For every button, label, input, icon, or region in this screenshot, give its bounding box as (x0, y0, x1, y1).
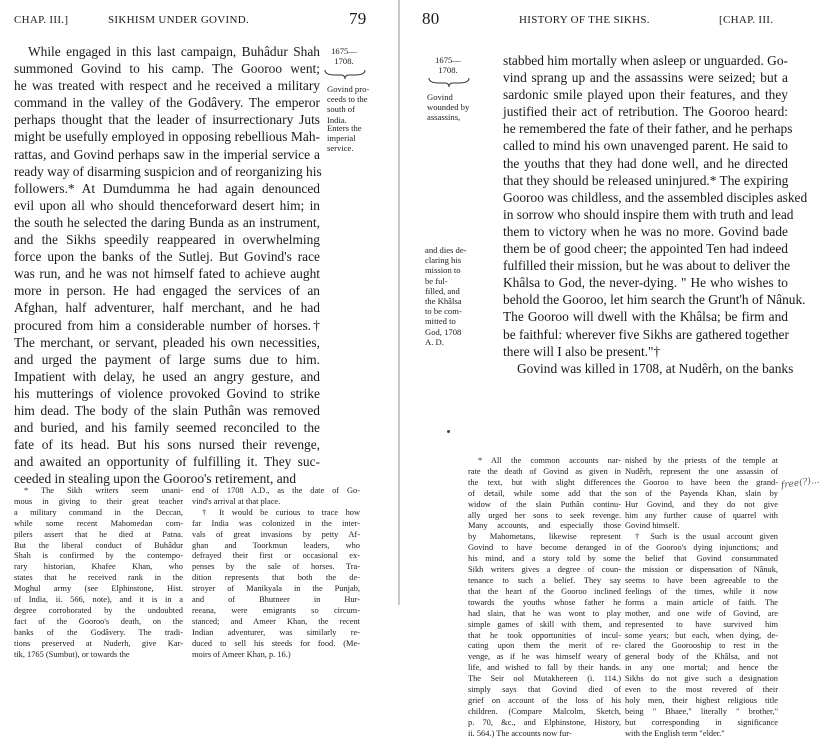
footnote-line: of detail, while some add that the (468, 488, 621, 498)
body-line: Afghan, half adventurer, half merchant, and he had (14, 300, 320, 316)
footnote-line: general body of the Khâlsa, and not (625, 652, 778, 662)
body-line: was run, and he was not himself fated to achieve aught (14, 266, 320, 282)
footnote-line: Indian adventurer, was similarly re- (192, 627, 360, 637)
body-line: in sorrow who should inspire them with truth and lead (503, 206, 794, 222)
margin-note-line: claring his (425, 255, 462, 266)
body-line: perhaps thought that the leader of insurrectionary Juts (14, 112, 320, 128)
right-chapter-header: [CHAP. III. (719, 14, 774, 26)
footnote-line: moirs of Ameer Khan, p. 16.) (192, 649, 291, 659)
footnote-line: seems to have been agreeable to the (625, 575, 778, 585)
margin-note-line: Enters the (327, 123, 362, 133)
footnote-line: Sikhs do not give such a designation (625, 674, 778, 684)
body-line: rattas, and Govind perhaps saw in the imperial service a (14, 146, 320, 162)
margin-date-line: 1675— (435, 55, 461, 65)
margin-note-line: mission to (425, 265, 461, 276)
left-footnote-col1 (14, 486, 183, 661)
margin-note-line: ceeds to the (327, 94, 368, 105)
footnote-line: that he took opportunities of incul- (468, 630, 621, 640)
footnote-line: pilers assert that he died at Patna. (14, 529, 183, 539)
left-margin-note (327, 84, 371, 125)
footnote-line: being " Bhaee," literally " brother," (625, 706, 778, 716)
footnote-line: † Such is the usual account given (635, 532, 778, 542)
footnote-line: simple games of skill with them, and (468, 619, 621, 629)
footnote-line: rate the death of Govind as given in (468, 466, 621, 476)
footnote-line: ally urged her sons to seek revenge. (468, 510, 621, 520)
footnote-line: stroyer of Manikyala in the Punjab, (192, 584, 360, 594)
body-line: Gooroo was childless, and the assembled disciples asked (503, 189, 808, 205)
footnote-line: towards the youths whose father he (468, 597, 621, 607)
footnote-line: tenance to such a belief. They say (468, 575, 621, 585)
footnote-line: Sikh writers gives a degree of coun- (468, 565, 621, 575)
margin-note-line: south of (327, 104, 355, 115)
footnote-line: fact of the Gooroo's death, on the (14, 616, 183, 626)
body-line: the youths that they had done well, and he directed (503, 155, 788, 171)
left-body-text (14, 43, 320, 487)
scribble-line: ... (810, 475, 820, 487)
footnote-line: stanced; and Ameer Khan, the recent (192, 616, 360, 626)
margin-note-line: and dies de- (425, 245, 467, 255)
right-running-title: HISTORY OF THE SIKHS. (519, 14, 650, 26)
body-line: followers.* At Dumdumma he had again denounced (14, 180, 320, 196)
footnote-line: penses by the sale of horses. Tra- (192, 562, 360, 572)
body-line: might be usefully employed in opposing rebellious Mah- (14, 129, 320, 145)
body-line: he was treated with respect and he received a military (14, 78, 320, 94)
body-line: be faithful: wherever five Sikhs are gathered together (503, 326, 789, 342)
body-line: Govind was killed in 1708, at Nudêrh, on the banks (517, 360, 794, 376)
footnote-line: had slain, that he was wont to play (468, 608, 621, 618)
body-line: him dead. The body of the slain Puthân was removed (14, 402, 320, 418)
footnote-line: and of Bhutneer in Hur- (192, 595, 360, 605)
footnote-line: But the liberal conduct of Buhâdur (14, 540, 183, 550)
margin-note-line: mitted to (425, 316, 456, 327)
body-line: ready way of disarming suspicion and of reorganizing his (14, 163, 322, 179)
body-line: stabbed him mortally when asleep or unguarded. Go- (503, 53, 788, 68)
footnote-line: by Mahometans, likewise represent (468, 532, 621, 542)
body-line: evil upon all who should thenceforward desert him; in (14, 197, 320, 213)
left-margin-brace (323, 68, 367, 80)
body-line: procured from him a considerable number of horses.† (14, 317, 320, 333)
footnote-line: children. (Compare Malcolm, Sketch, (468, 706, 621, 716)
footnote-line: cating upon them the merit of re- (468, 641, 621, 651)
footnote-line: holy men, their highest religious title (625, 695, 778, 705)
margin-note-line: imperial (327, 133, 356, 144)
left-page (0, 0, 400, 659)
footnote-line: the Gooroo to have been the grand- (625, 477, 778, 487)
footnote-line: of the Gooroo's dying injunctions; and (625, 543, 778, 553)
body-line: called to mind his own unavenged parent. He said to (503, 138, 788, 154)
body-line: his mutterings of violence provoked Govind to strike (14, 385, 320, 401)
footnote-line: widow of the slain Puthân continu- (468, 499, 621, 509)
footnote-line: mother, and one wife of Govind, are (625, 608, 778, 618)
footnote-line: but corresponding in significance (625, 717, 778, 727)
body-line: ceeded in stealing upon the Gooroo's retirement, and (14, 471, 297, 487)
footnote-line: p. 70, &c., and Elphinstone, History, (468, 717, 621, 727)
footnote-line: tions preserved at Nuderh, give Kar- (14, 638, 183, 648)
footnote-line: represented to have survived him (625, 619, 778, 629)
body-line: While engaged in this last campaign, Buhâdur Shah (28, 44, 320, 59)
footnote-line: Many accounts, and especially those (468, 521, 621, 531)
body-line: force upon the banks of the Sutlej. But Govind's race (14, 249, 320, 265)
footnote-line: ghan and Toorkmun leaders, who (192, 540, 360, 550)
footnote-line: a military command in the Deccan, (14, 507, 183, 517)
body-line: command in the valley of the Godâvery. The emperor (14, 95, 320, 111)
right-footnote-col1 (468, 456, 621, 740)
body-line: summoned Govind to his camp. The Gooroo went; (14, 61, 320, 77)
footnote-line: son of the Payenda Khan, slain by (625, 488, 778, 498)
body-line: that they should be released uninjured.* The expiring (503, 172, 789, 188)
left-margin-note-2 (327, 123, 371, 154)
body-line: and awaited an opportunity of fulfilling it. They suc- (14, 454, 320, 470)
footnote-line: mous in giving to their great teacher (14, 496, 183, 506)
body-line: the south he selected the daring Bunda as an instrument, (14, 214, 320, 230)
body-line: vind sprang up and the assassins were seized; but a (503, 70, 788, 86)
body-line: sardonic smile played upon their features, and they (503, 87, 788, 103)
left-running-title: SIKHISM UNDER GOVIND. (108, 14, 250, 26)
footnote-line: states that he received rank in the (14, 573, 183, 583)
body-line: Impatient with delay, he used an angry gesture, and (14, 368, 320, 384)
footnote-line: banks of the Godâvery. The tradi- (14, 627, 183, 637)
footnote-line: clared the Goorooship to rest in the (625, 641, 778, 651)
body-line: and urged the payment of large sums due to him. (14, 351, 320, 367)
footnote-line: rary historian, Khafee Khan, who (14, 562, 183, 572)
footnote-line: feelings of the times, while it now (625, 586, 778, 596)
footnote-line: † It would be curious to trace how (202, 507, 360, 517)
body-line: them be of good cheer; the appointed Ten had indeed (503, 241, 788, 257)
margin-date-line: 1708. (438, 65, 458, 76)
right-body-text (503, 52, 808, 377)
margin-note-line: India. (327, 114, 347, 125)
footnote-line: far India was colonized in the inter- (192, 518, 360, 528)
right-footnote-col2 (625, 456, 778, 740)
footnote-line: Govind to have become deranged in (468, 543, 621, 553)
footnote-line: while some recent Mahomedan com- (14, 518, 183, 528)
body-line: he remembered the fate of their father, and he perhaps (503, 121, 793, 137)
footnote-line: Hur Govind, and they do not give (625, 499, 778, 509)
margin-note-line: service. (327, 143, 354, 154)
footnote-line: Nudêrh, represent the one assassin of (625, 466, 778, 476)
margin-note-line: Govind (427, 92, 453, 102)
footnote-line: end of 1708 A.D., as the date of Go- (192, 486, 360, 495)
left-margin-date (327, 46, 361, 66)
margin-note-line: assassins, (427, 112, 461, 123)
body-line: fulfilled their mission, but he was about to deliver the (503, 258, 791, 274)
margin-date-line: 1675— (331, 46, 357, 56)
margin-note-line: Govind pro- (327, 84, 370, 94)
footnote-line: vals of great invasions by petty Af- (192, 529, 360, 539)
footnote-line: Moghul army (see Elphinstone, Hist. (14, 584, 183, 594)
footnote-line: nished by the priests of the temple at (625, 456, 778, 465)
footnote-line: The Seir ool Mutakhereen (i. 114.) (468, 674, 621, 684)
margin-note-line: filled, and (425, 285, 460, 296)
footnote-line: that the heart of the Gooroo inclined (468, 586, 621, 596)
right-margin-brace (427, 76, 471, 88)
body-line: and the Sikhs speedily reappeared in overwhelming (14, 232, 320, 248)
footnote-line: even to the most revered of their (625, 685, 778, 695)
footnote-line: with the English term "elder." (625, 728, 725, 738)
footnote-line: him any further cause of quarrel with (625, 510, 778, 520)
body-line: behold the Gooroo, let him search the Grunt'h of Nânuk. (503, 292, 806, 308)
margin-note-line: be ful- (425, 275, 448, 286)
right-margin-note (427, 92, 473, 123)
handwritten-annotation (780, 475, 820, 492)
body-line: fate of its head. But his sons nursed their revenge, (14, 437, 320, 453)
margin-note-line: to be com- (425, 306, 462, 317)
body-line: and buried, and his family seemed reconciled to the (14, 420, 320, 436)
margin-note-line: A. D. (425, 336, 444, 347)
margin-note-line: wounded by (427, 102, 470, 113)
body-line: justified their act of retribution. The Gooroo heard: (503, 104, 788, 120)
footnote-line: vind's arrival at that place. (192, 496, 281, 506)
right-margin-date (431, 55, 465, 75)
footnote-line: of India, ii. 566, note), and it is in a (14, 595, 183, 605)
footnote-line: the belief that Govind consummated (625, 554, 778, 564)
right-margin-note-2 (425, 245, 473, 347)
footnote-line: Govind himself. (625, 521, 680, 531)
footnote-line: defrayed their first or occasional ex- (192, 551, 360, 561)
footnote-line: simply says that Govind died of (468, 685, 621, 695)
footnote-line: * The Sikh writers seem unani- (24, 486, 183, 495)
margin-note-line: the Khâlsa (425, 296, 462, 307)
margin-date-line: 1708. (334, 56, 354, 67)
footnote-line: in any one mortal; and hence the (625, 663, 778, 673)
body-line: The merchant, or servant, pleaded his own necessities, (14, 334, 320, 350)
footnote-line: degree corroborated by the undoubted (14, 605, 183, 615)
right-page (400, 0, 820, 738)
footnote-line: life, and wished to fall by their hands. (468, 663, 621, 673)
body-line: there will I also be present."† (503, 343, 661, 359)
footnote-line: * All the common accounts nar- (478, 456, 621, 465)
margin-note-line: God, 1708 (425, 326, 462, 337)
left-page-number: 79 (349, 9, 367, 28)
footnote-line: dition represents that both the de- (192, 573, 360, 583)
page-speck (447, 430, 450, 433)
footnote-line: some years; but each, when dying, de- (625, 630, 778, 640)
footnote-line: grief on account of the loss of his (468, 695, 621, 705)
footnote-line: forms a main article of faith. The (625, 597, 778, 607)
body-line: The Gooroo will dwell with the Khâlsa; be firm and (503, 309, 788, 325)
footnote-line: the text, but with slight differences (468, 477, 621, 487)
body-line: them to victory when he was no more. Govind bade (503, 223, 788, 239)
footnote-line: venge, as if he was himself weary of (468, 652, 621, 662)
left-footnote-col2 (192, 486, 360, 661)
left-chapter-header: CHAP. III.] (14, 14, 69, 26)
footnote-line: reeana, were emigrants so circum- (192, 605, 360, 615)
scribble-line: free(?) (780, 476, 812, 491)
footnote-line: ii. 564.) The accounts now fur- (468, 728, 572, 738)
body-line: more in person. He had engaged the services of an (14, 283, 320, 299)
footnote-line: his mind, and a story told by some (468, 554, 621, 564)
footnote-line: the mission or dispensation of Nânuk, (625, 565, 778, 575)
footnote-line: tik, 1765 (Sumbut), or towards the (14, 649, 130, 659)
footnote-line: duced to sell his steeds for food. (Me- (192, 638, 360, 648)
body-line: Khâlsa to God, the never-dying. " He who wishes to (503, 275, 788, 291)
footnote-line: Shah is confirmed by the contempo- (14, 551, 183, 561)
right-page-number: 80 (422, 9, 440, 28)
